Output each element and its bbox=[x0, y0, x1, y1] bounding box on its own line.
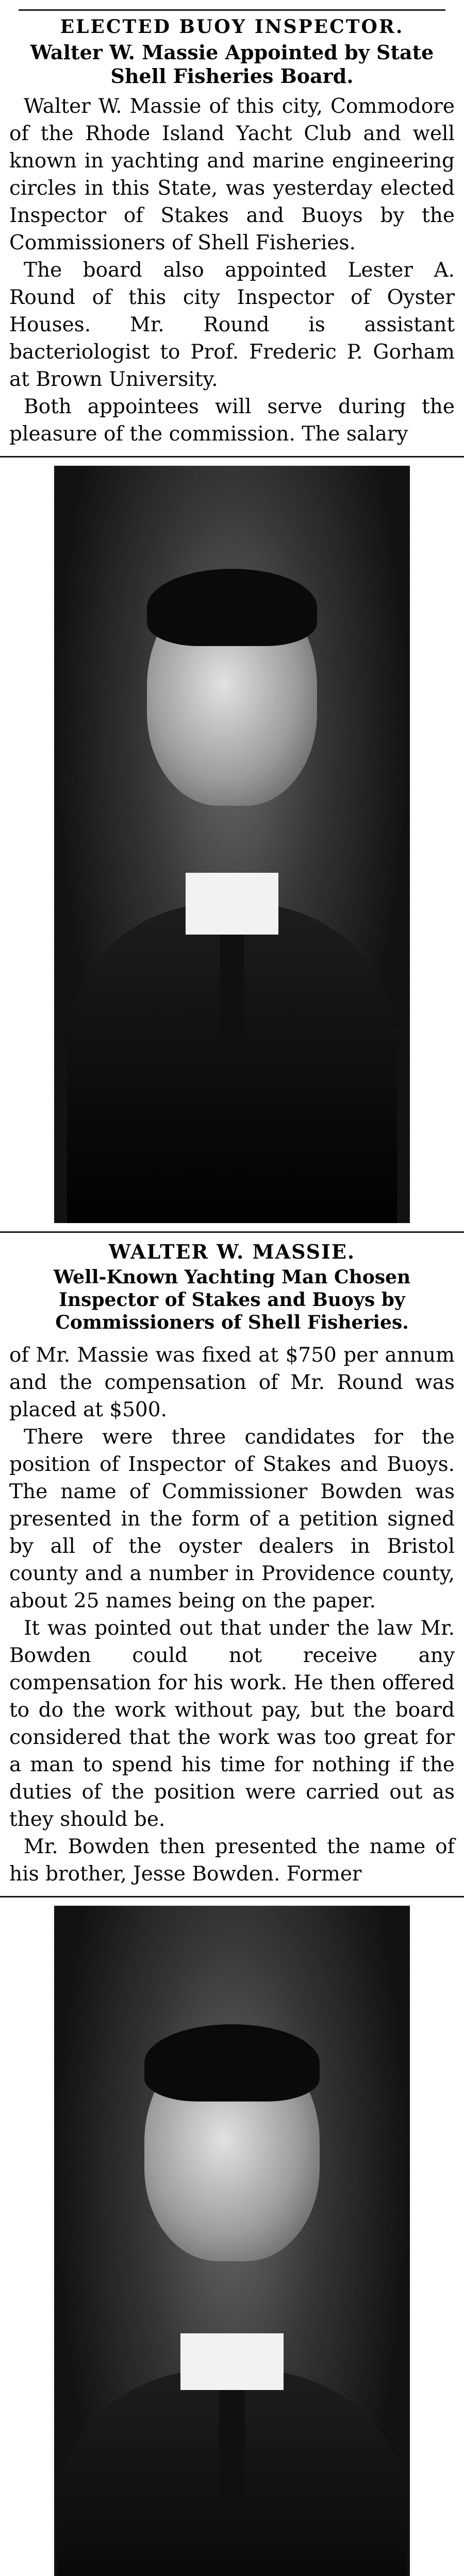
paragraph: Both appointees will serve during the pleasure of the commission. The salary bbox=[9, 395, 455, 446]
photo-caption-name: WALTER W. MASSIE. bbox=[108, 1240, 356, 1264]
photo-frame-round bbox=[0, 1896, 464, 2576]
paragraph: Walter W. Massie of this city, Commodore of the Rhode Island Yacht Club and well known in yachting and marine engineering circles in this State, was yesterday elected Inspector of Stakes and Buoys by the Commissioners of Shell Fisheries. bbox=[9, 95, 455, 255]
paragraph: There were three candidates for the position of Inspector of Stakes and Buoys. The name of Commissioner Bowden was presented in the form of a petition signed by all of the oyster dealers in Bristol county and a number in Providence county, about 25 names being on the paper. bbox=[9, 1425, 455, 1613]
subhead: Walter W. Massie Appointed by State Shell Fisheries Board. bbox=[30, 41, 434, 88]
portrait-photo-round bbox=[54, 1906, 410, 2576]
headline: ELECTED BUOY INSPECTOR. bbox=[60, 16, 404, 38]
paragraph: of Mr. Massie was fixed at $750 per annum and the compensation of Mr. Round was placed at $500. bbox=[9, 1343, 455, 1421]
photo-caption: Well-Known Yachting Man Chosen Inspector of Stakes and Buoys by Commissioners of Shell Fisheries. bbox=[53, 1266, 411, 1333]
photo-frame-massie bbox=[0, 456, 464, 1233]
newspaper-clipping bbox=[0, 9, 464, 2576]
paragraph: The board also appointed Lester A. Round of this city Inspector of Oyster Houses. Mr. Round is assistant bacteriologist to Prof. Frederic P. Gorham at Brown University. bbox=[9, 259, 455, 392]
top-rule bbox=[19, 9, 445, 11]
paragraph: Mr. Bowden then presented the name of his brother, Jesse Bowden. Former bbox=[9, 1835, 455, 1886]
paragraph: It was pointed out that under the law Mr. Bowden could not receive any compensation for his work. He then offered to do the work without pay, but the board considered that the work was too great for a man to spend his time for nothing if the duties of the position were carried out as they should be. bbox=[9, 1616, 455, 1831]
portrait-photo-massie bbox=[54, 466, 410, 1223]
